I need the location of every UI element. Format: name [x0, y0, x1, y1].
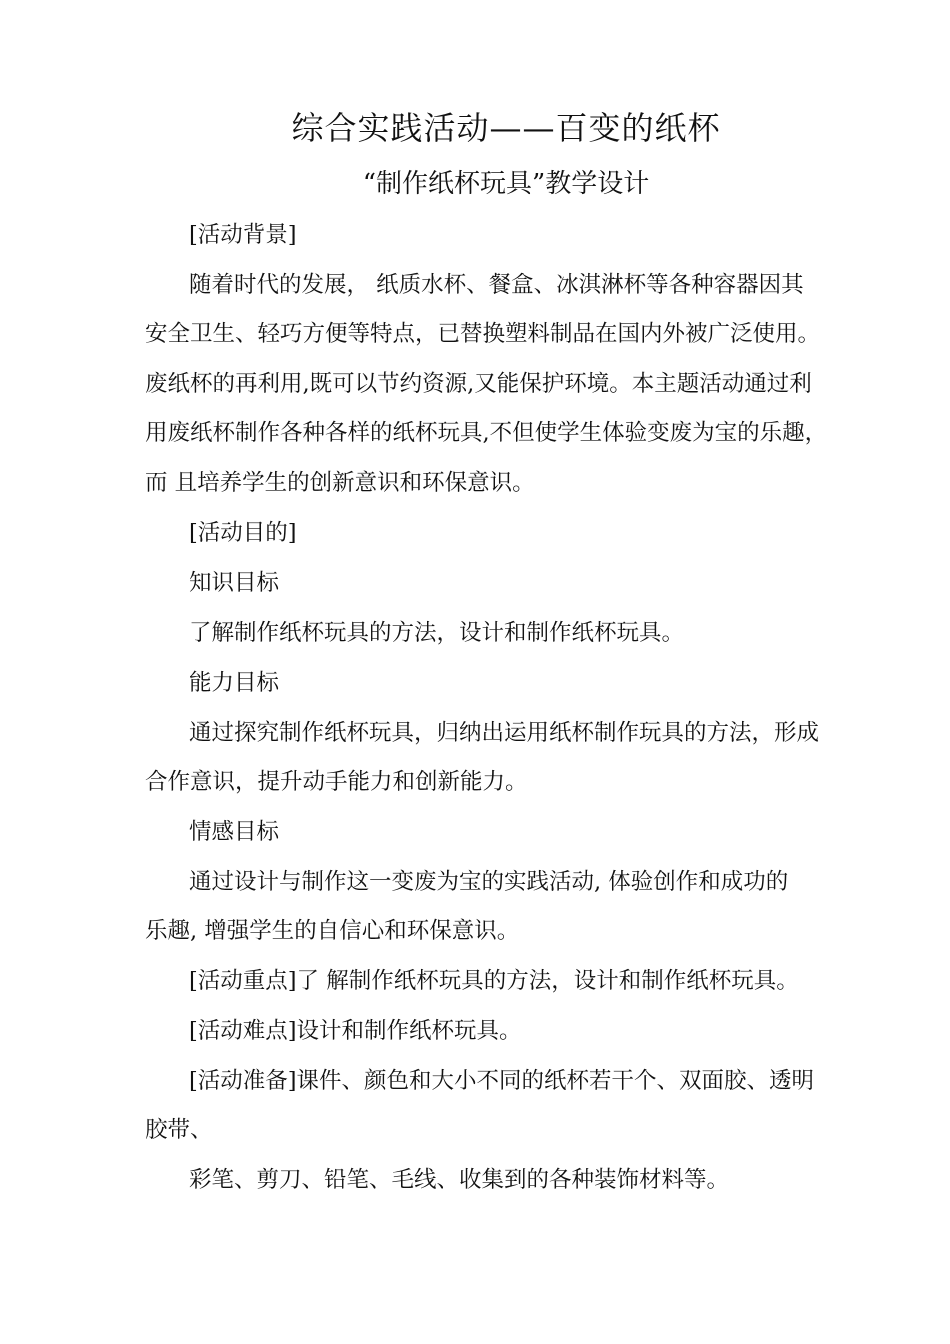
section-heading-goals: [活动目的] [189, 520, 297, 546]
paragraph-line: 安全卫生、轻巧方便等特点，已替换塑料制品在国内外被广泛使用。 [145, 321, 821, 347]
section-preparation: [活动准备]课件、颜色和大小不同的纸杯若干个、双面胶、透明 [189, 1068, 815, 1094]
document-subtitle: “制作纸杯玩具”教学设计 [362, 169, 650, 199]
paragraph-line: 通过设计与制作这一变废为宝的实践活动, 体验创作和成功的 [189, 869, 789, 895]
subheading-knowledge: 知识目标 [189, 570, 280, 596]
section-key-point: [活动重点]了 解制作纸杯玩具的方法，设计和制作纸杯玩具。 [189, 968, 799, 994]
paragraph-line: 胶带、 [145, 1117, 213, 1143]
paragraph-line: 彩笔、剪刀、铅笔、毛线、收集到的各种装饰材料等。 [189, 1167, 730, 1193]
paragraph-line: 随着时代的发展， 纸质水杯、餐盒、冰淇淋杯等各种容器因其 [189, 272, 804, 298]
paragraph-line: 废纸杯的再利用,既可以节约资源,又能保护环境。本主题活动通过利 [145, 371, 812, 397]
paragraph-line: 合作意识，提升动手能力和创新能力。 [145, 769, 528, 795]
paragraph-line: 用废纸杯制作各种各样的纸杯玩具,不但使学生体验变废为宝的乐趣， [145, 420, 828, 446]
subheading-emotion: 情感目标 [189, 819, 280, 845]
paragraph-line: 乐趣, 增强学生的自信心和环保意识。 [145, 918, 520, 944]
subheading-ability: 能力目标 [189, 670, 280, 696]
section-difficulty: [活动难点]设计和制作纸杯玩具。 [189, 1018, 522, 1044]
paragraph-line: 而 且培养学生的创新意识和环保意识。 [145, 470, 535, 496]
section-heading-background: [活动背景] [189, 222, 297, 248]
paragraph-line: 了解制作纸杯玩具的方法，设计和制作纸杯玩具。 [189, 620, 685, 646]
paragraph-line: 通过探究制作纸杯玩具，归纳出运用纸杯制作玩具的方法，形成 [189, 720, 820, 746]
document-title: 综合实践活动——百变的纸杯 [291, 109, 721, 147]
